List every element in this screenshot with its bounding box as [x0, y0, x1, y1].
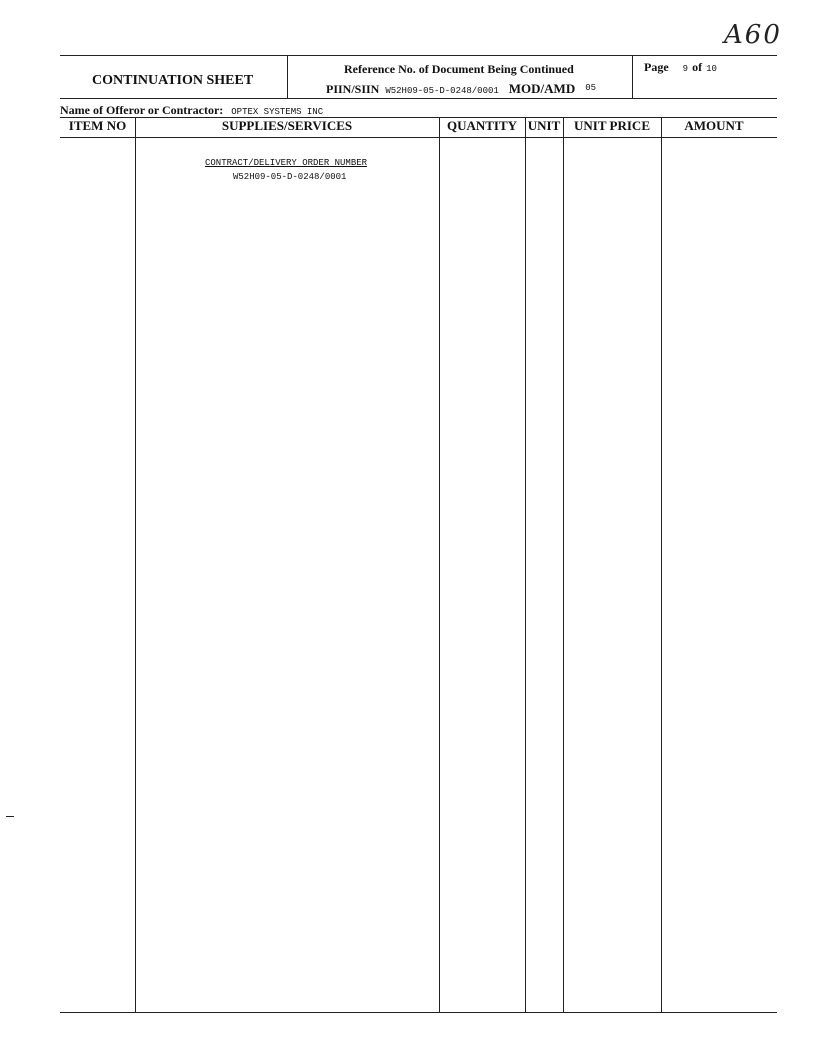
reference-label: Reference No. of Document Being Continued: [344, 62, 574, 76]
col-divider-1: [135, 117, 136, 1012]
header-divider-1: [287, 55, 288, 98]
col-unit-price: UNIT PRICE: [574, 118, 650, 133]
col-divider-5: [661, 117, 662, 1012]
offeror-label: Name of Offeror or Contractor:: [60, 103, 224, 117]
offeror-value: OPTEX SYSTEMS INC: [231, 107, 324, 117]
mod-label: MOD/AMD: [508, 81, 576, 96]
page-total: 10: [706, 64, 717, 74]
order-number-label: CONTRACT/DELIVERY ORDER NUMBER: [205, 158, 368, 168]
page-indicator: [644, 58, 717, 76]
piin-label: PIIN/SIIN: [326, 82, 380, 96]
piin-value: W52H09-05-D-0248/0001: [385, 86, 499, 96]
table-bottom-rule: [60, 1012, 777, 1013]
handwritten-mark: A60: [724, 20, 782, 50]
col-amount: AMOUNT: [684, 118, 744, 133]
mod-value: 05: [585, 83, 597, 93]
header-divider-2: [632, 55, 633, 98]
piin-line: [326, 80, 596, 98]
column-header-bottom-rule: [60, 137, 777, 138]
col-divider-3: [525, 117, 526, 1012]
order-number-value: W52H09-05-D-0248/0001: [233, 172, 347, 182]
col-divider-2: [439, 117, 440, 1012]
margin-tick: [6, 816, 14, 817]
header-top-rule: [60, 55, 777, 56]
col-unit: UNIT: [527, 118, 561, 133]
col-divider-4: [563, 117, 564, 1012]
col-item-no: ITEM NO: [68, 118, 127, 133]
page-of: of: [692, 60, 703, 74]
col-supplies-services: SUPPLIES/SERVICES: [221, 118, 353, 133]
col-quantity: QUANTITY: [446, 118, 518, 133]
page-current: 9: [682, 64, 689, 74]
page-label: Page: [644, 60, 669, 74]
header-bottom-rule: [60, 98, 777, 99]
sheet-title: CONTINUATION SHEET: [92, 73, 254, 88]
